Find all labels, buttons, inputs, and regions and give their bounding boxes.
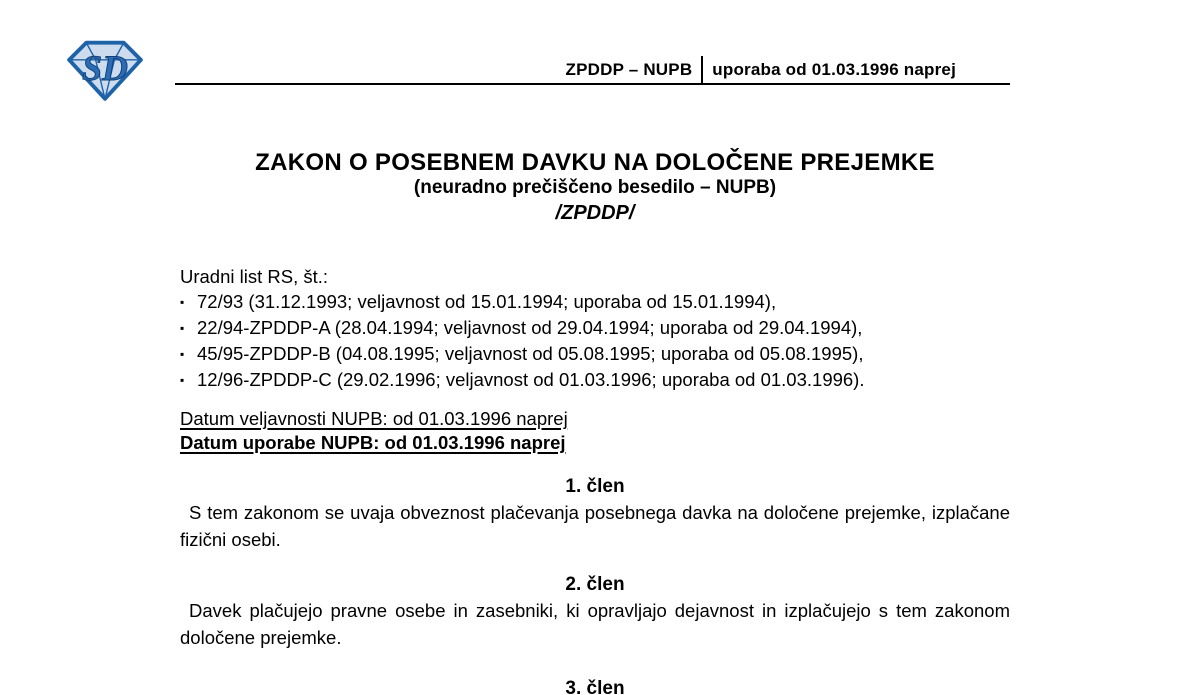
gazette-item-text: 12/96-ZPDDP-C (29.02.1996; veljavnost od 01.03.1996; uporaba od 01.03.1996).	[197, 369, 865, 390]
list-item	[180, 367, 1010, 393]
document-content	[180, 150, 1010, 695]
usage-date-line: Datum uporabe NUPB: od 01.03.1996 naprej	[180, 432, 566, 453]
square-bullet-icon: ▪	[180, 295, 185, 309]
list-item	[180, 341, 1010, 367]
gazette-item-text: 72/93 (31.12.1993; veljavnost od 15.01.1994; uporaba od 15.01.1994),	[197, 291, 777, 312]
gazette-item-text: 22/94-ZPDDP-A (28.04.1994; veljavnost od 29.04.1994; uporaba od 29.04.1994),	[197, 317, 863, 338]
header-divider-bar	[701, 56, 703, 83]
square-bullet-icon: ▪	[180, 321, 185, 335]
gazette-references	[180, 264, 1010, 393]
list-item	[180, 315, 1010, 341]
article-3-heading: 3. člen	[565, 678, 625, 695]
sd-diamond-logo	[66, 38, 144, 102]
header-doc-code: ZPDDP – NUPB	[565, 60, 693, 79]
diamond-gem-icon	[66, 38, 144, 102]
validity-date-line: Datum veljavnosti NUPB: od 01.03.1996 naprej	[180, 408, 568, 429]
gazette-list	[180, 289, 1010, 393]
logo-letters: SD	[82, 48, 128, 89]
article-1-body: S tem zakonom se uvaja obveznost plačevanja posebnega davka na določene prejemke, izplačane fizični osebi.	[180, 502, 1010, 550]
article-3	[180, 677, 1010, 695]
square-bullet-icon: ▪	[180, 347, 185, 361]
page-subtitle: (neuradno prečiščeno besedilo – NUPB)	[413, 177, 777, 198]
article-1-heading: 1. člen	[565, 476, 625, 497]
square-bullet-icon: ▪	[180, 373, 185, 387]
gazette-intro: Uradni list RS, št.:	[180, 266, 329, 287]
article-2-body: Davek plačujejo pravne osebe in zasebniki, ki opravljajo dejavnost in izplačujejo s tem zakonom določene prejemke.	[180, 600, 1010, 648]
article-2	[180, 573, 1010, 651]
article-1	[180, 475, 1010, 553]
validity-dates	[180, 407, 1010, 455]
page-title: ZAKON O POSEBNEM DAVKU NA DOLOČENE PREJEMKE	[255, 149, 935, 176]
header-usage-note: uporaba od 01.03.1996 naprej	[712, 60, 956, 79]
page-title-abbreviation: /ZPDDP/	[555, 202, 635, 224]
page-header-rule	[175, 56, 1010, 85]
gazette-item-text: 45/95-ZPDDP-B (04.08.1995; veljavnost od 05.08.1995; uporaba od 05.08.1995),	[197, 343, 864, 364]
list-item	[180, 289, 1010, 315]
article-2-heading: 2. člen	[565, 574, 625, 595]
